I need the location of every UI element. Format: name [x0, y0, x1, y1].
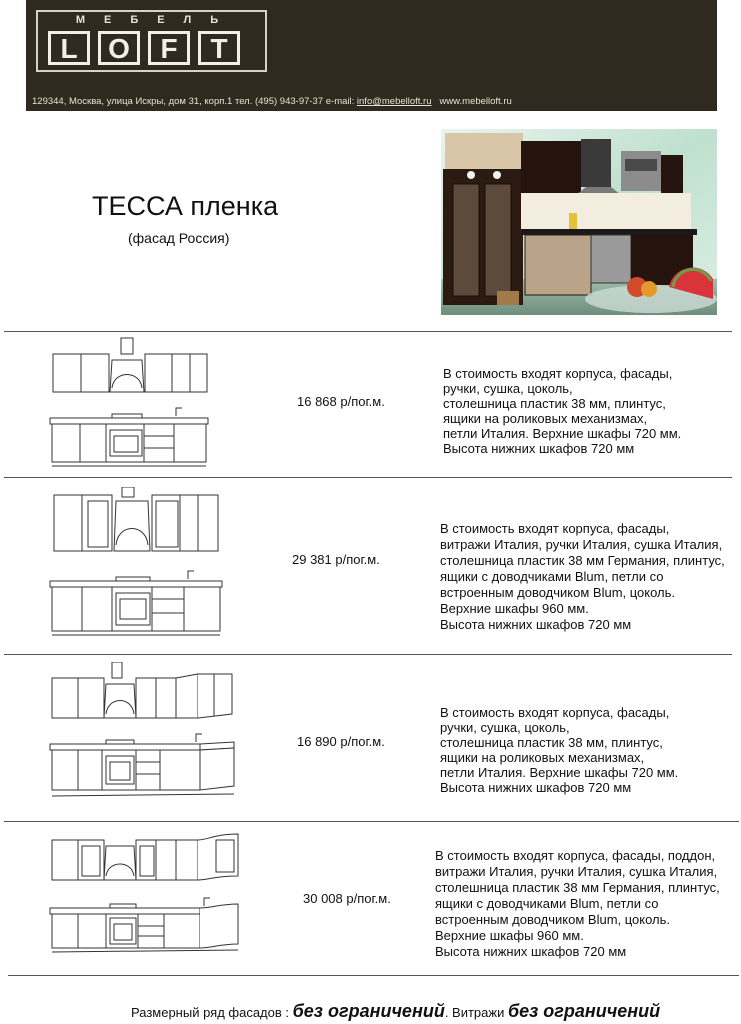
divider [4, 331, 732, 332]
divider [8, 975, 739, 976]
description-line: Высота нижних шкафов 720 мм [443, 441, 635, 456]
description-line: В стоимость входят корпуса, фасады, поддон, [435, 848, 716, 863]
kitchen-drawing-straight [48, 336, 218, 470]
logo-letter: T [198, 31, 240, 65]
description-line: ручки, сушка, цоколь, [440, 720, 570, 735]
footer-label: Размерный ряд фасадов : [131, 1005, 289, 1020]
footer-value: без ограничений [292, 1001, 445, 1021]
description-line: столешница пластик 38 мм Германия, плинтус, [435, 880, 720, 895]
description-line: В стоимость входят корпуса, фасады, [443, 366, 673, 381]
kitchen-drawing-glass [48, 487, 228, 639]
description-line: столешница пластик 38 мм, плинтус, [443, 396, 666, 411]
description-line: ящики с доводчиками Blum, петли со [440, 569, 664, 584]
footer-value: без ограничений [507, 1001, 661, 1021]
description-line: В стоимость входят корпуса, фасады, [440, 705, 670, 720]
description-line: Высота нижних шкафов 720 мм [440, 780, 632, 795]
product-subtitle: (фасад Россия) [128, 230, 230, 246]
divider [4, 654, 732, 655]
logo-letter: F [148, 31, 190, 65]
logo[interactable] [36, 10, 267, 72]
website-link[interactable]: www.mebelloft.ru [439, 96, 512, 107]
description-line: витражи Италия, ручки Италия, сушка Италия, [440, 537, 723, 552]
footer-note [131, 1001, 660, 1022]
description-line: петли Италия. Верхние шкафы 720 мм. [440, 765, 679, 780]
kitchen-photo [441, 129, 717, 315]
description-line: ручки, сушка, цоколь, [443, 381, 573, 396]
variant-price: 29 381 р/пог.м. [292, 552, 380, 567]
divider [4, 477, 732, 478]
description-line: Верхние шкафы 960 мм. [440, 601, 589, 616]
description-line: ящики с доводчиками Blum, петли со [435, 896, 659, 911]
divider [4, 821, 739, 822]
logo-letters [48, 31, 240, 65]
email-link[interactable]: info@mebelloft.ru [356, 96, 432, 107]
variant-price: 16 890 р/пог.м. [297, 734, 385, 749]
description-line: столешница пластик 38 мм Германия, плинтус, [440, 553, 725, 568]
variant-description [440, 705, 678, 795]
description-line: встроенным доводчиком Blum, цоколь. [440, 585, 676, 600]
contact-line [32, 96, 512, 107]
description-line: ящики на роликовых механизмах, [443, 411, 648, 426]
description-line: Высота нижних шкафов 720 мм [435, 944, 627, 959]
description-line: встроенным доводчиком Blum, цоколь. [435, 912, 671, 927]
variant-description [440, 521, 725, 633]
description-line: петли Италия. Верхние шкафы 720 мм. [443, 426, 682, 441]
variant-price: 16 868 р/пог.м. [297, 394, 385, 409]
variant-price: 30 008 р/пог.м. [303, 891, 391, 906]
variant-description [443, 366, 681, 456]
logo-letter: L [48, 31, 90, 65]
description-line: Верхние шкафы 960 мм. [435, 928, 584, 943]
logo-subtitle: МЕБЕЛЬ [75, 14, 238, 26]
variant-description [435, 848, 720, 960]
description-line: В стоимость входят корпуса, фасады, [440, 521, 670, 536]
footer-label: . Витражи [444, 1005, 505, 1020]
description-line: витражи Италия, ручки Италия, сушка Италия, [435, 864, 718, 879]
header-banner [26, 0, 717, 111]
kitchen-drawing-corner [48, 662, 238, 802]
address-text: 129344, Москва, улица Искры, дом 31, корп.1 тел. (495) 943-97-37 e-mail: [32, 96, 357, 107]
description-line: столешница пластик 38 мм, плинтус, [440, 735, 663, 750]
product-title: ТЕССА пленка [92, 191, 279, 221]
logo-letter: O [98, 31, 140, 65]
description-line: Высота нижних шкафов 720 мм [440, 617, 632, 632]
description-line: ящики на роликовых механизмах, [440, 750, 645, 765]
kitchen-drawing-corner-glass [48, 832, 244, 956]
